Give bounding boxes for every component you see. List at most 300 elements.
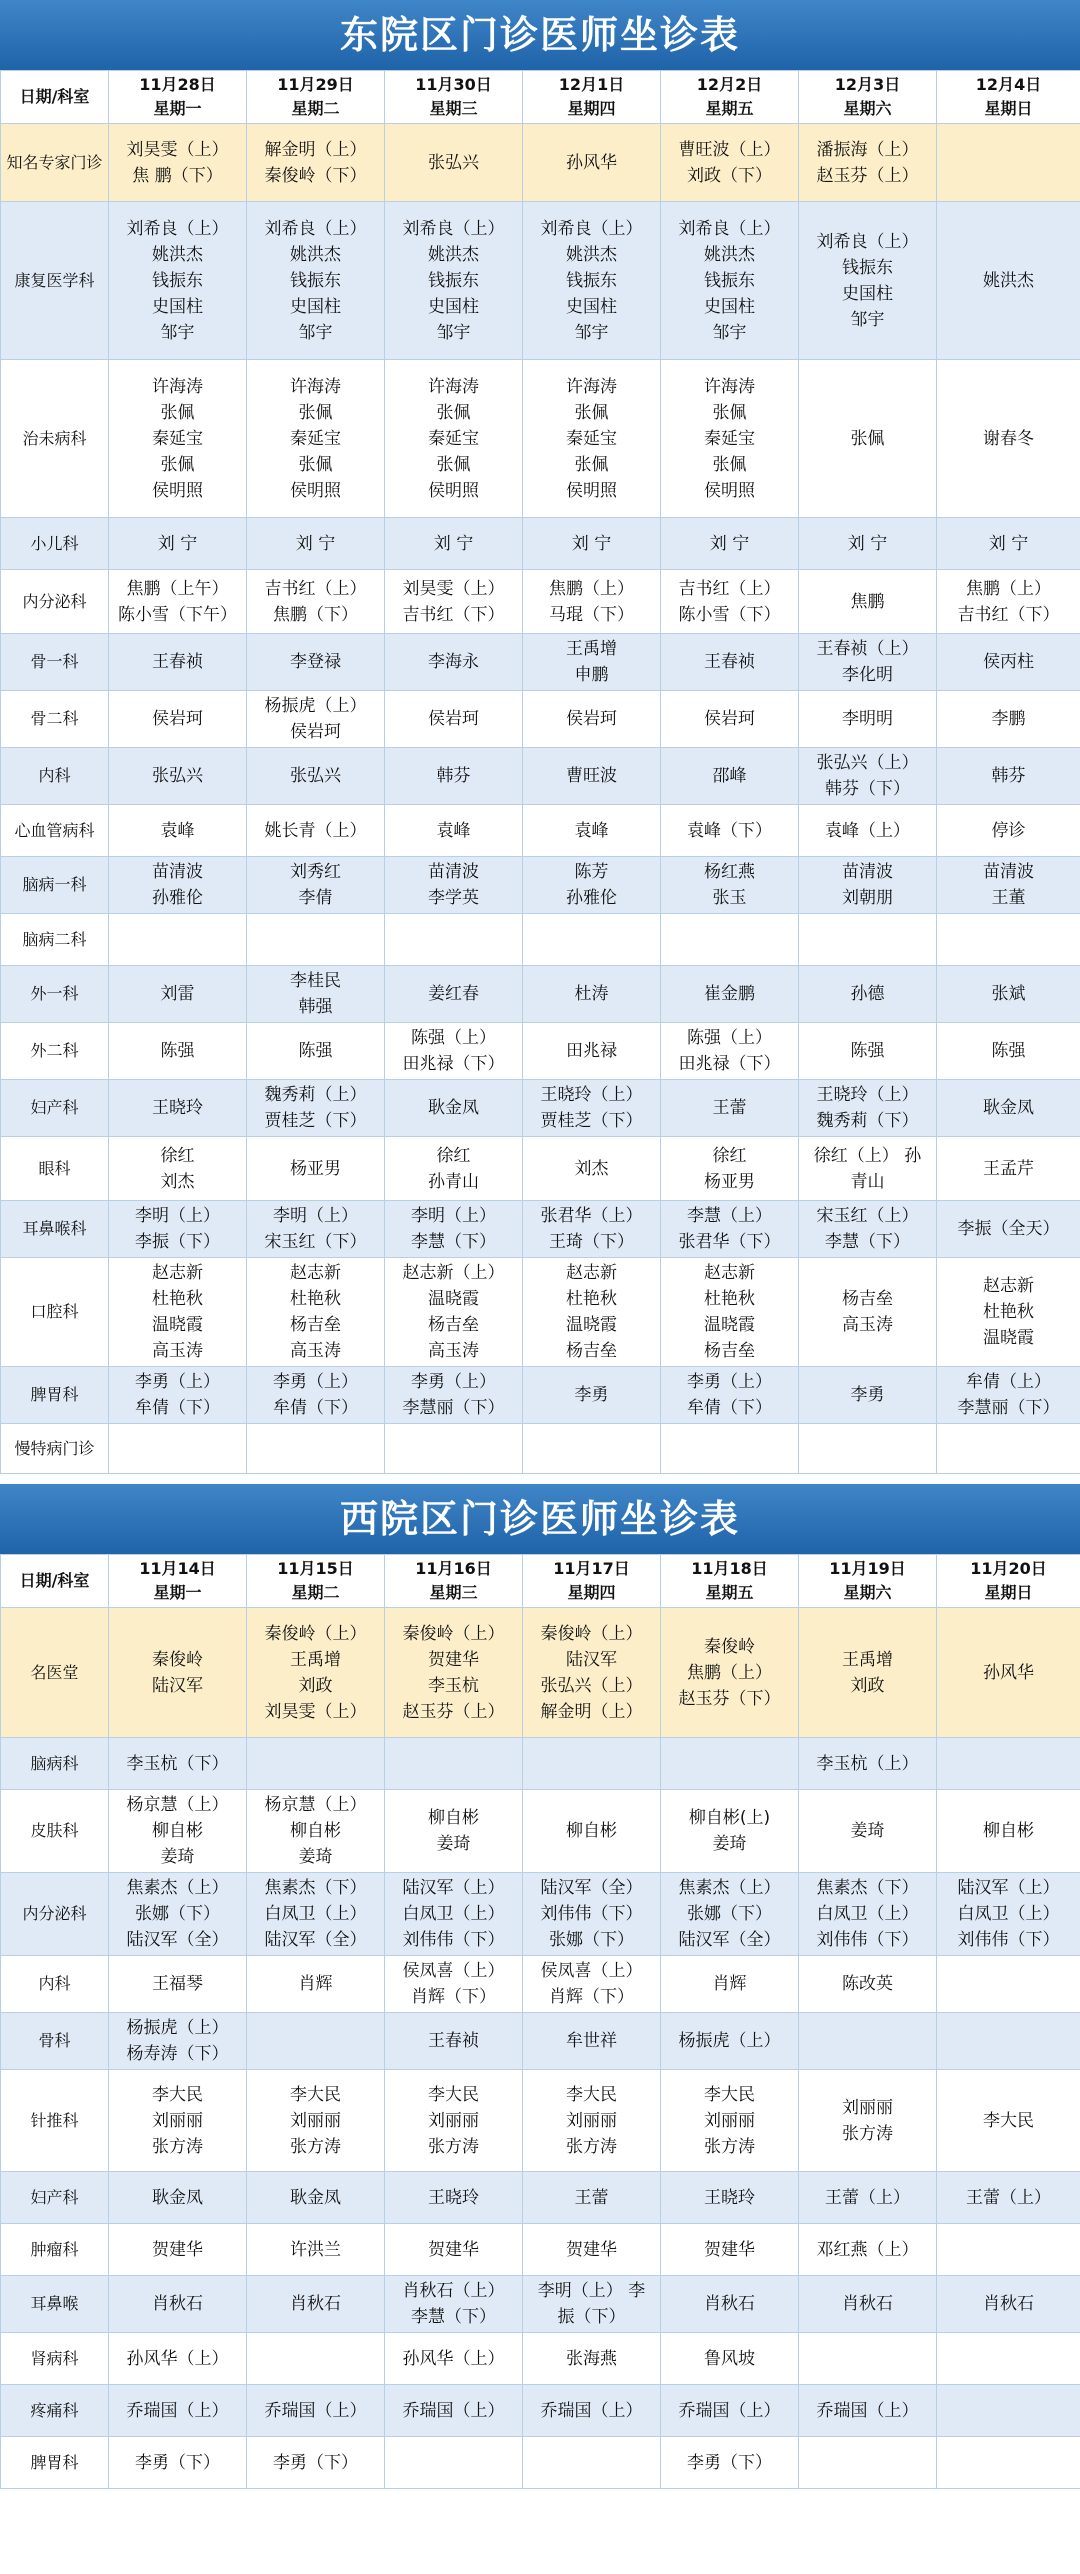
schedule-cell bbox=[247, 2013, 385, 2070]
doctor-entry: 王晓玲 bbox=[428, 2187, 479, 2208]
schedule-row bbox=[1, 2224, 1080, 2276]
schedule-cell bbox=[799, 202, 937, 360]
doctor-entry: 王蕾 bbox=[574, 2187, 609, 2208]
schedule-cell bbox=[385, 2437, 523, 2489]
doctor-entry: 赵志新（上） bbox=[402, 1263, 505, 1283]
schedule-cell bbox=[661, 1023, 799, 1080]
day-header bbox=[385, 1555, 523, 1608]
doctor-entry: 王春祯 bbox=[704, 652, 755, 672]
doctor-entry: 李慧（下） bbox=[825, 1232, 910, 1252]
day-weekday: 星期二 bbox=[291, 1583, 340, 1602]
doctor-entry: 李勇（下） bbox=[273, 2452, 358, 2473]
schedule-row bbox=[1, 2333, 1080, 2385]
schedule-cell bbox=[799, 1424, 937, 1474]
doctor-entry: 杜艳秋 bbox=[704, 1289, 755, 1309]
schedule-cell bbox=[247, 1956, 385, 2013]
schedule-row bbox=[1, 124, 1080, 202]
day-weekday: 星期四 bbox=[567, 1583, 616, 1602]
doctor-entry: 侯明照 bbox=[428, 480, 479, 501]
schedule-cell bbox=[385, 2276, 523, 2333]
doctor-entry: 徐红（上） 孙 bbox=[813, 1145, 922, 1166]
doctor-entry: 秦延宝 bbox=[290, 428, 341, 449]
doctor-entry: 李慧（上） bbox=[687, 1206, 772, 1226]
schedule-cell bbox=[799, 1956, 937, 2013]
schedule-cell bbox=[109, 1258, 247, 1367]
doctor-entry: 田兆禄（下） bbox=[678, 1054, 781, 1074]
doctor-entry: 李学英 bbox=[428, 888, 479, 908]
doctor-entry: 许洪兰 bbox=[290, 2239, 341, 2260]
doctor-entry: 温晓霞 bbox=[983, 1328, 1034, 1348]
doctor-entry: 侯凤喜（上） bbox=[540, 1961, 643, 1981]
department-name: 骨二科 bbox=[1, 691, 109, 748]
schedule-cell bbox=[937, 1738, 1080, 1790]
schedule-row bbox=[1, 1956, 1080, 2013]
schedule-cell bbox=[661, 2437, 799, 2489]
doctor-entry: 苗清波 bbox=[428, 862, 479, 882]
schedule-cell bbox=[799, 857, 937, 914]
doctor-entry: 侯明照 bbox=[566, 480, 617, 501]
day-date: 11月14日 bbox=[139, 1559, 216, 1578]
doctor-entry: 温晓霞 bbox=[428, 1289, 479, 1309]
doctor-entry: 孙雅伦 bbox=[566, 888, 617, 908]
day-date: 12月4日 bbox=[975, 75, 1042, 94]
doctor-entry: 杨吉垒 bbox=[290, 1315, 341, 1335]
schedule-cell bbox=[661, 1873, 799, 1956]
doctor-entry: 侯明照 bbox=[704, 480, 755, 501]
day-weekday: 星期四 bbox=[567, 99, 616, 118]
doctor-entry: 刘希良（上） bbox=[126, 218, 229, 239]
doctor-entry: 张弘兴 bbox=[290, 766, 341, 786]
doctor-entry: 袁峰（下） bbox=[687, 820, 772, 841]
doctor-entry: 杨振虎（上） bbox=[264, 696, 367, 716]
doctor-entry: 陆汉军（全） bbox=[540, 1878, 643, 1898]
doctor-entry: 王春祯 bbox=[152, 652, 203, 672]
schedule-cell bbox=[799, 570, 937, 634]
doctor-entry: 秦延宝 bbox=[152, 428, 203, 449]
doctor-entry: 韩芬（下） bbox=[825, 779, 910, 799]
doctor-entry: 邹宇 bbox=[298, 322, 333, 343]
doctor-entry: 韩芬 bbox=[991, 766, 1026, 786]
doctor-entry: 刘雷 bbox=[160, 984, 195, 1004]
doctor-entry: 王晓玲（上） bbox=[816, 1085, 919, 1105]
schedule-cell bbox=[385, 1738, 523, 1790]
schedule-cell bbox=[109, 1367, 247, 1424]
doctor-entry: 姜琦 bbox=[850, 1821, 885, 1841]
schedule-cell bbox=[109, 634, 247, 691]
schedule-row bbox=[1, 1137, 1080, 1201]
schedule-cell bbox=[661, 2385, 799, 2437]
doctor-entry: 钱振东 bbox=[428, 270, 479, 291]
doctor-entry: 吉书红（下） bbox=[402, 604, 505, 625]
schedule-cell bbox=[247, 2276, 385, 2333]
schedule-cell bbox=[937, 2013, 1080, 2070]
header-row bbox=[1, 1555, 1080, 1608]
doctor-entry: 钱振东 bbox=[152, 270, 203, 291]
doctor-entry: 张娜（下） bbox=[687, 1904, 772, 1924]
department-name: 脑病二科 bbox=[1, 914, 109, 966]
doctor-entry: 解金明（上） bbox=[264, 139, 367, 160]
schedule-cell bbox=[247, 1258, 385, 1367]
doctor-entry: 肖辉（下） bbox=[549, 1987, 634, 2007]
doctor-entry: 刘丽丽 bbox=[842, 2097, 893, 2118]
schedule-cell bbox=[385, 1424, 523, 1474]
schedule-cell bbox=[247, 2224, 385, 2276]
schedule-row bbox=[1, 2070, 1080, 2172]
day-header bbox=[937, 71, 1080, 124]
schedule-cell bbox=[385, 1608, 523, 1738]
schedule-cell bbox=[937, 1790, 1080, 1873]
doctor-entry: 姚洪杰 bbox=[983, 270, 1034, 291]
doctor-entry: 李化明 bbox=[842, 665, 893, 685]
doctor-entry: 陈强（上） bbox=[687, 1028, 772, 1048]
doctor-entry: 李明（上） bbox=[411, 1206, 496, 1226]
doctor-entry: 孙青山 bbox=[428, 1171, 479, 1192]
schedule-cell bbox=[799, 2224, 937, 2276]
doctor-entry: 吉书红（上） bbox=[264, 578, 367, 599]
schedule-cell bbox=[109, 1080, 247, 1137]
doctor-entry: 牟倩（下） bbox=[687, 1398, 772, 1418]
doctor-entry: 李鹏 bbox=[991, 709, 1026, 729]
header-row bbox=[1, 71, 1080, 124]
doctor-entry: 刘希良（上） bbox=[402, 218, 505, 239]
doctor-entry: 徐红 bbox=[712, 1145, 747, 1166]
schedule-row bbox=[1, 1367, 1080, 1424]
schedule-cell bbox=[109, 570, 247, 634]
schedule-cell bbox=[385, 2013, 523, 2070]
schedule-cell bbox=[661, 634, 799, 691]
doctor-entry: 陆汉军（上） bbox=[957, 1878, 1060, 1898]
doctor-entry: 柳自彬(上) bbox=[688, 1808, 771, 1828]
schedule-cell bbox=[385, 1873, 523, 1956]
doctor-entry: 史国柱 bbox=[842, 283, 893, 304]
schedule-cell bbox=[523, 1738, 661, 1790]
doctor-entry: 张海燕 bbox=[566, 2348, 617, 2369]
schedule-cell bbox=[799, 2172, 937, 2224]
doctor-entry: 张佩 bbox=[298, 402, 333, 423]
doctor-entry: 张君华（上） bbox=[540, 1206, 643, 1226]
doctor-entry: 姜琦 bbox=[160, 1847, 195, 1867]
day-date: 12月1日 bbox=[558, 75, 625, 94]
doctor-entry: 李大民 bbox=[428, 2084, 479, 2105]
doctor-entry: 耿金凤 bbox=[152, 2187, 203, 2208]
doctor-entry: 张方涛 bbox=[566, 2136, 617, 2157]
doctor-entry: 焦 鹏（下） bbox=[132, 165, 223, 186]
doctor-entry: 吉书红（上） bbox=[678, 578, 781, 599]
department-name: 慢特病门诊 bbox=[1, 1424, 109, 1474]
schedule-row bbox=[1, 1424, 1080, 1474]
day-date: 11月17日 bbox=[553, 1559, 630, 1578]
schedule-cell bbox=[109, 1424, 247, 1474]
doctor-entry: 秦俊岭（上） bbox=[540, 1623, 643, 1644]
doctor-entry: 李勇（上） bbox=[687, 1372, 772, 1392]
schedule-cell bbox=[937, 518, 1080, 570]
doctor-entry: 许海涛 bbox=[566, 376, 617, 397]
doctor-entry: 侯明照 bbox=[290, 480, 341, 501]
doctor-entry: 高玉涛 bbox=[428, 1341, 479, 1361]
doctor-entry: 张娜（下） bbox=[549, 1930, 634, 1950]
doctor-entry: 焦鹏（上） bbox=[966, 578, 1051, 599]
doctor-entry: 杨振虎（上） bbox=[678, 2031, 781, 2051]
schedule-cell bbox=[109, 966, 247, 1023]
doctor-entry: 张佩 bbox=[160, 454, 195, 475]
doctor-entry: 柳自彬 bbox=[566, 1821, 617, 1841]
schedule-cell bbox=[661, 1201, 799, 1258]
doctor-entry: 李大民 bbox=[983, 2110, 1034, 2131]
schedule-cell bbox=[937, 1367, 1080, 1424]
doctor-entry: 焦素杰（下） bbox=[816, 1878, 919, 1898]
doctor-entry: 曹旺波（上） bbox=[678, 139, 781, 160]
doctor-entry: 张方涛 bbox=[428, 2136, 479, 2157]
doctor-entry: 张佩 bbox=[574, 454, 609, 475]
schedule-cell bbox=[661, 124, 799, 202]
doctor-entry: 侯明照 bbox=[152, 480, 203, 501]
doctor-entry: 李明（上） 李 bbox=[537, 2281, 646, 2301]
day-header bbox=[523, 71, 661, 124]
doctor-entry: 焦素杰（下） bbox=[264, 1878, 367, 1898]
schedule-cell bbox=[937, 1873, 1080, 1956]
doctor-entry: 侯岩珂 bbox=[152, 709, 203, 729]
schedule-row bbox=[1, 2013, 1080, 2070]
day-date: 11月15日 bbox=[277, 1559, 354, 1578]
doctor-entry: 王春祯 bbox=[428, 2031, 479, 2051]
schedule-cell bbox=[109, 2070, 247, 2172]
day-weekday: 星期三 bbox=[429, 1583, 478, 1602]
schedule-cell bbox=[523, 691, 661, 748]
schedule-cell bbox=[385, 2070, 523, 2172]
day-date: 11月19日 bbox=[829, 1559, 906, 1578]
schedule-cell bbox=[799, 1608, 937, 1738]
doctor-entry: 张佩 bbox=[850, 428, 885, 449]
doctor-entry: 刘昊雯（上） bbox=[402, 578, 505, 599]
schedule-cell bbox=[799, 2333, 937, 2385]
doctor-entry: 肖秋石 bbox=[983, 2294, 1034, 2314]
doctor-entry: 李勇（上） bbox=[273, 1372, 358, 1392]
schedule-cell bbox=[937, 1956, 1080, 2013]
day-header bbox=[523, 1555, 661, 1608]
doctor-entry: 刘 宁 bbox=[295, 533, 336, 554]
doctor-entry: 李海永 bbox=[428, 652, 479, 672]
schedule-cell bbox=[661, 1738, 799, 1790]
schedule-cell bbox=[385, 1790, 523, 1873]
doctor-entry: 侯岩珂 bbox=[566, 709, 617, 729]
schedule-cell bbox=[247, 691, 385, 748]
schedule-cell bbox=[247, 1790, 385, 1873]
schedule-row bbox=[1, 2276, 1080, 2333]
doctor-entry: 刘希良（上） bbox=[678, 218, 781, 239]
day-weekday: 星期日 bbox=[984, 99, 1033, 118]
doctor-entry: 焦鹏 bbox=[850, 591, 885, 612]
doctor-entry: 田兆禄（下） bbox=[402, 1054, 505, 1074]
schedule-cell bbox=[937, 2070, 1080, 2172]
doctor-entry: 刘 宁 bbox=[433, 533, 474, 554]
department-name: 妇产科 bbox=[1, 2172, 109, 2224]
doctor-entry: 刘秀红 bbox=[290, 862, 341, 882]
schedule-cell bbox=[523, 2172, 661, 2224]
schedule-row bbox=[1, 202, 1080, 360]
schedule-cell bbox=[109, 691, 247, 748]
doctor-entry: 钱振东 bbox=[842, 257, 893, 278]
schedule-cell bbox=[937, 2224, 1080, 2276]
doctor-entry: 杜艳秋 bbox=[290, 1289, 341, 1309]
doctor-entry: 赵玉芬（下） bbox=[678, 1688, 781, 1709]
schedule-cell bbox=[523, 570, 661, 634]
doctor-entry: 陈小雪（下午） bbox=[118, 604, 237, 625]
schedule-cell bbox=[523, 914, 661, 966]
doctor-entry: 陆汉军（全） bbox=[264, 1930, 367, 1950]
schedule-cell bbox=[523, 202, 661, 360]
schedule-cell bbox=[661, 2333, 799, 2385]
doctor-entry: 邓红燕（上） bbox=[816, 2239, 919, 2260]
doctor-entry: 刘政 bbox=[850, 1675, 885, 1696]
doctor-entry: 邹宇 bbox=[160, 322, 195, 343]
doctor-entry: 刘政 bbox=[298, 1675, 333, 1696]
doctor-entry: 刘丽丽 bbox=[290, 2110, 341, 2131]
schedule-cell bbox=[799, 360, 937, 518]
doctor-entry: 白凤卫（上） bbox=[816, 1904, 919, 1924]
doctor-entry: 高玉涛 bbox=[152, 1341, 203, 1361]
doctor-entry: 刘伟伟（下） bbox=[402, 1930, 505, 1950]
schedule-cell bbox=[109, 1201, 247, 1258]
day-weekday: 星期三 bbox=[429, 99, 478, 118]
schedule-cell bbox=[661, 518, 799, 570]
doctor-entry: 赵志新 bbox=[566, 1263, 617, 1283]
day-weekday: 星期二 bbox=[291, 99, 340, 118]
day-header bbox=[799, 71, 937, 124]
schedule-cell bbox=[523, 360, 661, 518]
schedule-cell bbox=[661, 202, 799, 360]
doctor-entry: 孙风华（上） bbox=[402, 2348, 505, 2369]
doctor-entry: 牟倩（上） bbox=[966, 1372, 1051, 1392]
doctor-entry: 李慧丽（下） bbox=[957, 1398, 1060, 1418]
schedule-row bbox=[1, 2437, 1080, 2489]
schedule-cell bbox=[523, 966, 661, 1023]
doctor-entry: 刘 宁 bbox=[709, 533, 750, 554]
doctor-entry: 宋玉红（上） bbox=[816, 1206, 919, 1226]
department-name: 皮肤科 bbox=[1, 1790, 109, 1873]
schedule-cell bbox=[523, 1137, 661, 1201]
department-name: 妇产科 bbox=[1, 1080, 109, 1137]
department-name: 脾胃科 bbox=[1, 1367, 109, 1424]
doctor-entry: 张方涛 bbox=[290, 2136, 341, 2157]
schedule-cell bbox=[523, 2437, 661, 2489]
doctor-entry: 焦鹏（下） bbox=[273, 604, 358, 625]
doctor-entry: 李勇 bbox=[574, 1385, 609, 1405]
schedule-cell bbox=[661, 2276, 799, 2333]
doctor-entry: 侯岩珂 bbox=[428, 709, 479, 729]
doctor-entry: 王蕾 bbox=[712, 1098, 747, 1118]
schedule-cell bbox=[109, 1023, 247, 1080]
doctor-entry: 赵玉芬（上） bbox=[816, 165, 919, 186]
day-weekday: 星期六 bbox=[843, 1583, 892, 1602]
doctor-entry: 魏秀莉（上） bbox=[264, 1085, 367, 1105]
day-header bbox=[109, 71, 247, 124]
schedule-row bbox=[1, 1790, 1080, 1873]
doctor-entry: 乔瑞国（上） bbox=[816, 2400, 919, 2421]
doctor-entry: 贾桂芝（下） bbox=[264, 1111, 367, 1131]
day-weekday: 星期日 bbox=[984, 1583, 1033, 1602]
department-name: 肾病科 bbox=[1, 2333, 109, 2385]
department-name: 脾胃科 bbox=[1, 2437, 109, 2489]
schedule-cell bbox=[109, 1873, 247, 1956]
doctor-entry: 焦鹏（上） bbox=[687, 1662, 772, 1683]
doctor-entry: 杨吉垒 bbox=[842, 1289, 893, 1309]
schedule-cell bbox=[937, 1023, 1080, 1080]
doctor-entry: 乔瑞国（上） bbox=[540, 2400, 643, 2421]
doctor-entry: 李倩 bbox=[298, 888, 333, 908]
doctor-entry: 刘 宁 bbox=[847, 533, 888, 554]
doctor-entry: 贺建华 bbox=[704, 2239, 755, 2260]
day-header bbox=[385, 71, 523, 124]
doctor-entry: 邹宇 bbox=[712, 322, 747, 343]
doctor-entry: 侯凤喜（上） bbox=[402, 1961, 505, 1981]
doctor-entry: 杜艳秋 bbox=[983, 1302, 1034, 1322]
doctor-entry: 王晓玲 bbox=[152, 1098, 203, 1118]
schedule-row bbox=[1, 570, 1080, 634]
schedule-cell bbox=[937, 966, 1080, 1023]
doctor-entry: 刘希良（上） bbox=[540, 218, 643, 239]
doctor-entry: 王晓玲（上） bbox=[540, 1085, 643, 1105]
doctor-entry: 肖秋石 bbox=[290, 2294, 341, 2314]
doctor-entry: 李慧丽（下） bbox=[402, 1398, 505, 1418]
schedule-cell bbox=[247, 914, 385, 966]
schedule-cell bbox=[385, 1080, 523, 1137]
doctor-entry: 孙风华（上） bbox=[126, 2348, 229, 2369]
doctor-entry: 张方涛 bbox=[704, 2136, 755, 2157]
doctor-entry: 杨寿涛（下） bbox=[126, 2044, 229, 2064]
doctor-entry: 李玉杭（下） bbox=[126, 1753, 229, 1774]
schedule-cell bbox=[937, 748, 1080, 805]
schedule-cell bbox=[661, 2224, 799, 2276]
schedule-cell bbox=[937, 1201, 1080, 1258]
doctor-entry: 张佩 bbox=[712, 454, 747, 475]
schedule-cell bbox=[937, 570, 1080, 634]
schedule-cell bbox=[661, 2013, 799, 2070]
department-name: 耳鼻喉 bbox=[1, 2276, 109, 2333]
doctor-entry: 乔瑞国（上） bbox=[264, 2400, 367, 2421]
doctor-entry: 振（下） bbox=[557, 2307, 626, 2327]
doctor-entry: 陈强 bbox=[850, 1041, 885, 1061]
schedule-cell bbox=[661, 857, 799, 914]
schedule-cell bbox=[523, 1023, 661, 1080]
schedule-cell bbox=[799, 1258, 937, 1367]
schedule-cell bbox=[247, 805, 385, 857]
schedule-cell bbox=[247, 1608, 385, 1738]
east-schedule-table bbox=[0, 70, 1080, 1474]
doctor-entry: 李勇（上） bbox=[135, 1372, 220, 1392]
doctor-entry: 秦延宝 bbox=[704, 428, 755, 449]
schedule-cell bbox=[247, 634, 385, 691]
doctor-entry: 柳自彬 bbox=[290, 1821, 341, 1841]
doctor-entry: 陆汉军（全） bbox=[678, 1930, 781, 1950]
doctor-entry: 谢春冬 bbox=[983, 428, 1034, 449]
schedule-row bbox=[1, 748, 1080, 805]
doctor-entry: 刘昊雯（上） bbox=[264, 1701, 367, 1722]
doctor-entry: 刘丽丽 bbox=[704, 2110, 755, 2131]
doctor-entry: 牟世祥 bbox=[566, 2031, 617, 2051]
schedule-cell bbox=[247, 1201, 385, 1258]
department-name: 外一科 bbox=[1, 966, 109, 1023]
schedule-cell bbox=[799, 1201, 937, 1258]
schedule-row bbox=[1, 1873, 1080, 1956]
doctor-entry: 王禹增 bbox=[842, 1649, 893, 1670]
schedule-cell bbox=[799, 2276, 937, 2333]
doctor-entry: 赵志新 bbox=[290, 1263, 341, 1283]
schedule-cell bbox=[799, 1873, 937, 1956]
department-name: 内科 bbox=[1, 1956, 109, 2013]
schedule-cell bbox=[799, 1023, 937, 1080]
schedule-row bbox=[1, 1738, 1080, 1790]
doctor-entry: 姜琦 bbox=[712, 1834, 747, 1854]
